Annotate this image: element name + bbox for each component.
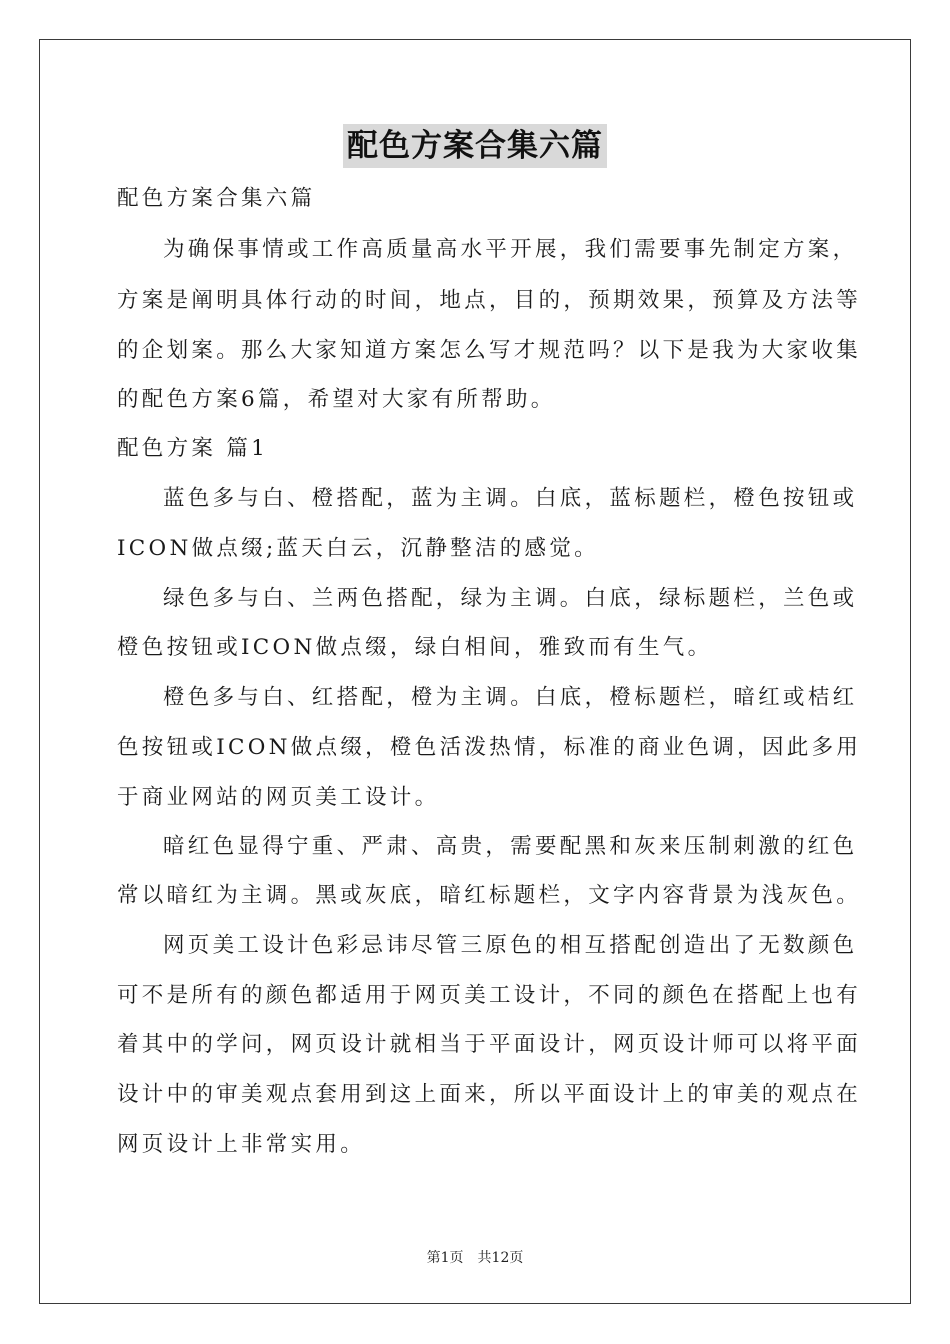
subtitle-line: 配色方案合集六篇 [117,186,316,211]
paragraph-line: 网页设计上非常实用。 [117,1132,366,1157]
paragraph-line: 为确保事情或工作高质量高水平开展，我们需要事先制定方案， [163,237,858,262]
paragraph-line: 暗红色显得宁重、严肃、高贵，需要配黑和灰来压制刺激的红色 [163,834,858,859]
paragraph-line: 可不是所有的颜色都适用于网页美工设计，不同的颜色在搭配上也有 [117,983,862,1008]
paragraph-line: 橙色按钮或ICON做点缀，绿白相间，雅致而有生气。 [117,635,713,660]
title-container [0,124,950,168]
paragraph-line: 设计中的审美观点套用到这上面来，所以平面设计上的审美的观点在 [117,1082,862,1107]
paragraph-line: ICON做点缀;蓝天白云，沉静整洁的感觉。 [117,536,599,561]
paragraph-line: 于商业网站的网页美工设计。 [117,785,440,810]
paragraph-line: 方案是阐明具体行动的时间，地点，目的，预期效果，预算及方法等 [117,288,862,313]
document-title: 配色方案合集六篇 [343,124,607,168]
paragraph-line: 的配色方案6篇，希望对大家有所帮助。 [117,387,556,412]
paragraph-line: 橙色多与白、红搭配，橙为主调。白底，橙标题栏，暗红或桔红 [163,685,858,710]
page-number: 第1页 [426,1250,464,1266]
paragraph-line: 的企划案。那么大家知道方案怎么写才规范吗？以下是我为大家收集 [117,338,862,363]
paragraph-line: 绿色多与白、兰两色搭配，绿为主调。白底，绿标题栏，兰色或 [163,586,858,611]
page-footer [0,1248,950,1268]
page-border [39,39,911,1304]
paragraph-line: 着其中的学问，网页设计就相当于平面设计，网页设计师可以将平面 [117,1032,862,1057]
section-heading: 配色方案 篇1 [117,436,269,461]
paragraph-line: 网页美工设计色彩忌讳尽管三原色的相互搭配创造出了无数颜色 [163,933,858,958]
paragraph-line: 常以暗红为主调。黑或灰底，暗红标题栏，文字内容背景为浅灰色。 [117,883,862,908]
page-total: 共12页 [477,1250,524,1266]
paragraph-line: 色按钮或ICON做点缀，橙色活泼热情，标准的商业色调，因此多用 [117,735,862,760]
paragraph-line: 蓝色多与白、橙搭配，蓝为主调。白底，蓝标题栏，橙色按钮或 [163,486,858,511]
